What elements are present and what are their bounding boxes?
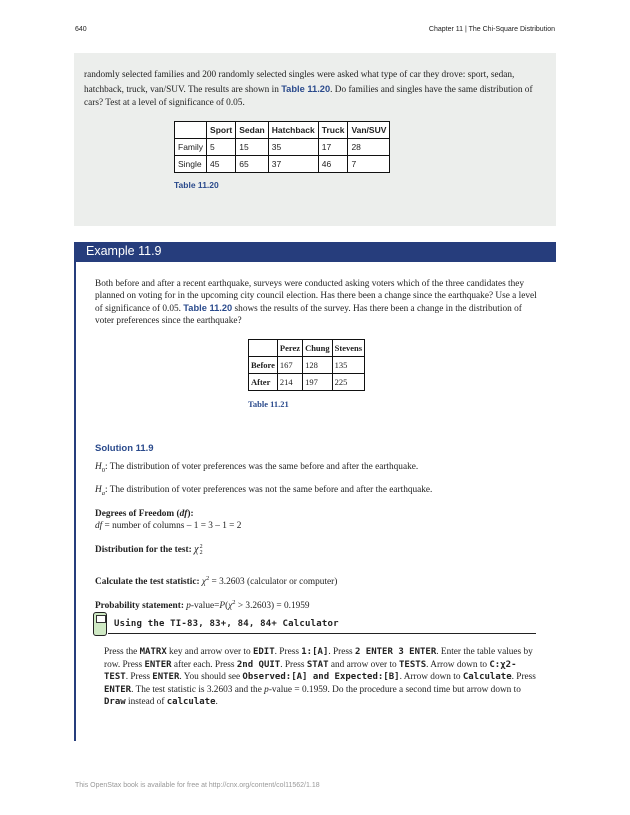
h0-text: : The distribution of voter preferences was the same before and after the earthquake. xyxy=(104,462,419,472)
table-row xyxy=(175,156,390,173)
prob-p: p xyxy=(186,601,191,612)
table-cell: 28 xyxy=(348,139,390,156)
exercise-text-b: . Do families and singles have the same distribution of cars? Test at a level of significance of 0.05. xyxy=(84,84,533,108)
page-number: 640 xyxy=(75,26,87,33)
chapter-heading: Chapter 11 | The Chi-Square Distribution xyxy=(428,26,555,33)
probability-line xyxy=(95,597,310,612)
table-cell: 45 xyxy=(207,156,236,173)
calculator-instructions xyxy=(104,646,536,709)
instruction-text: -value = 0.1959. Do the procedure a second time but arrow down to xyxy=(268,684,521,695)
ha-text: : The distribution of voter preferences was not the same before and after the earthquake. xyxy=(104,485,433,495)
dist-label: Distribution for the test: xyxy=(95,545,192,556)
calculator-key: 2 ENTER 3 ENTER xyxy=(354,647,437,657)
test-statistic-line xyxy=(95,573,337,588)
table-cell: 225 xyxy=(332,374,364,391)
prob-P: P xyxy=(219,601,226,612)
dist-chi: χ xyxy=(194,544,199,556)
solution-title: Solution 11.9 xyxy=(95,443,154,454)
table-row-header: After xyxy=(249,374,278,391)
exercise-text xyxy=(84,69,546,111)
table-header-cell xyxy=(175,122,207,139)
example-title: Example 11.9 xyxy=(86,244,162,258)
calculator-key: 2nd QUIT xyxy=(236,659,281,670)
h0-sub: 0 xyxy=(101,466,105,474)
calculator-icon xyxy=(93,612,107,636)
calculator-key: Calculate xyxy=(462,672,512,683)
calculator-key: EDIT xyxy=(252,647,275,657)
instruction-text: . Press xyxy=(328,647,355,657)
prob-sup: 2 xyxy=(232,599,236,606)
example-text xyxy=(95,278,540,327)
table-caption: Table 11.20 xyxy=(174,180,219,190)
calc-chi: χ xyxy=(201,577,206,588)
instruction-text: . You should see xyxy=(179,672,243,683)
calculator-key: MATRX xyxy=(139,647,167,657)
cars-table xyxy=(174,121,390,173)
calc-label: Calculate the test statistic: xyxy=(95,577,200,588)
table-cell: Single xyxy=(175,156,207,173)
table-header-cell: Sport xyxy=(207,122,236,139)
example-text-b: shows the results of the survey. Has there been a change in the distribution of voter preferences since the earthquake? xyxy=(95,304,522,326)
example-header-bar xyxy=(74,242,556,262)
alternative-hypothesis xyxy=(95,484,432,500)
instruction-text: after each. Press xyxy=(171,659,237,670)
calculator-key: Observed:[A] and Expected:[B] xyxy=(242,672,400,683)
calculator-key: C:χ2-TEST xyxy=(104,659,517,683)
table-header-row xyxy=(175,122,390,139)
table-cell: 167 xyxy=(277,357,302,374)
calc-sup: 2 xyxy=(205,575,210,582)
table-caption: Table 11.21 xyxy=(248,399,289,409)
df-text: = number of columns – 1 = 3 – 1 = 2 xyxy=(102,521,242,531)
table-cell: 7 xyxy=(348,156,390,173)
calculator-key: Draw xyxy=(104,697,126,708)
table-cell: 135 xyxy=(332,357,364,374)
table-cell: 46 xyxy=(318,156,348,173)
table-header-cell: Van/SUV xyxy=(348,122,390,139)
instruction-text: . Enter the table values by row. Press xyxy=(104,647,533,670)
table-cell: 5 xyxy=(207,139,236,156)
example-text-a: Both before and after a recent earthquake, surveys were conducted asking voters which of the three candidates they planned on voting for in the upcoming city council election. Has there been a change since the earthquake? Use a level of significance of 0.05. xyxy=(95,279,537,314)
calculator-rule xyxy=(108,633,536,634)
calculator-key: ENTER xyxy=(152,672,180,683)
table-header-cell: Perez xyxy=(277,340,302,357)
df-formula xyxy=(95,520,241,532)
table-link[interactable]: Table 11.20 xyxy=(183,303,233,313)
table-row xyxy=(175,139,390,156)
h0-label: H xyxy=(95,462,102,472)
instruction-italic: p xyxy=(264,684,269,695)
calculator-key: 1:[A] xyxy=(301,647,329,657)
ha-label: H xyxy=(95,485,102,495)
distribution-line xyxy=(95,544,203,556)
table-cell: 15 xyxy=(236,139,269,156)
instruction-text: Press the xyxy=(104,647,140,657)
instruction-text: . Press xyxy=(125,672,153,683)
table-cell: 214 xyxy=(277,374,302,391)
calculator-key: ENTER xyxy=(144,659,172,670)
table-row-header: Before xyxy=(249,357,278,374)
dist-sup: 2 xyxy=(199,544,203,550)
instruction-text: . xyxy=(215,697,218,708)
calc-text: = 3.2603 (calculator or computer) xyxy=(209,577,338,588)
instruction-text: key and arrow over to xyxy=(166,647,253,657)
prob-label: Probability statement: xyxy=(95,601,184,612)
table-header-cell: Sedan xyxy=(236,122,269,139)
table-header-cell xyxy=(249,340,278,357)
table-header-cell: Hatchback xyxy=(268,122,318,139)
ha-sub: a xyxy=(101,489,105,497)
calculator-key: calculate xyxy=(166,697,216,708)
prob-paren: ( xyxy=(225,601,229,612)
table-row xyxy=(249,357,365,374)
df-head-b: ): xyxy=(187,509,194,519)
prob-tail: > 3.2603) = 0.1959 xyxy=(235,601,310,612)
table-header-row xyxy=(249,340,365,357)
table-cell: 197 xyxy=(303,374,333,391)
calculator-key: TESTS xyxy=(399,659,427,670)
df-var: df xyxy=(95,521,103,531)
voters-table xyxy=(248,339,365,391)
prob-chi: χ xyxy=(228,601,233,612)
instruction-text: . Press xyxy=(274,647,302,657)
null-hypothesis xyxy=(95,461,418,477)
table-cell: 65 xyxy=(236,156,269,173)
footer: This OpenStax book is available for free at http://cnx.org/content/col11562/1.18 xyxy=(75,782,320,789)
table-cell: 37 xyxy=(268,156,318,173)
table-row xyxy=(249,374,365,391)
df-heading xyxy=(95,508,194,520)
instruction-text: instead of xyxy=(125,697,167,708)
calculator-key: ENTER xyxy=(104,684,132,695)
table-cell: 17 xyxy=(318,139,348,156)
calculator-key: STAT xyxy=(306,659,329,670)
exercise-text-a: randomly selected families and 200 randomly selected singles were asked what type of car they drove: sport, sedan, hatchback, truck, van/SUV. The results are shown in xyxy=(84,70,515,95)
dist-sub: 2 xyxy=(199,550,203,556)
table-header-cell: Stevens xyxy=(332,340,364,357)
example-left-rule xyxy=(74,262,76,741)
instruction-text: . The test statistic is 3.2603 and the xyxy=(131,684,265,695)
df-head-a: Degrees of Freedom ( xyxy=(95,509,180,519)
table-link[interactable]: Table 11.20 xyxy=(281,83,331,94)
table-cell: 128 xyxy=(303,357,333,374)
instruction-text: . Press xyxy=(511,672,536,683)
exercise-box xyxy=(74,53,556,226)
calculator-screen-icon xyxy=(96,615,106,623)
table-cell: 35 xyxy=(268,139,318,156)
prob-mid: -value= xyxy=(190,601,220,612)
instruction-text: . Arrow down to xyxy=(399,672,463,683)
df-head-var: df xyxy=(179,509,188,519)
calculator-title: Using the TI-83, 83+, 84, 84+ Calculator xyxy=(114,619,339,629)
instruction-text: and arrow over to xyxy=(328,659,400,670)
instruction-text: . Arrow down to xyxy=(426,659,490,670)
table-header-cell: Truck xyxy=(318,122,348,139)
instruction-text: . Press xyxy=(280,659,307,670)
table-header-cell: Chung xyxy=(303,340,333,357)
table-cell: Family xyxy=(175,139,207,156)
